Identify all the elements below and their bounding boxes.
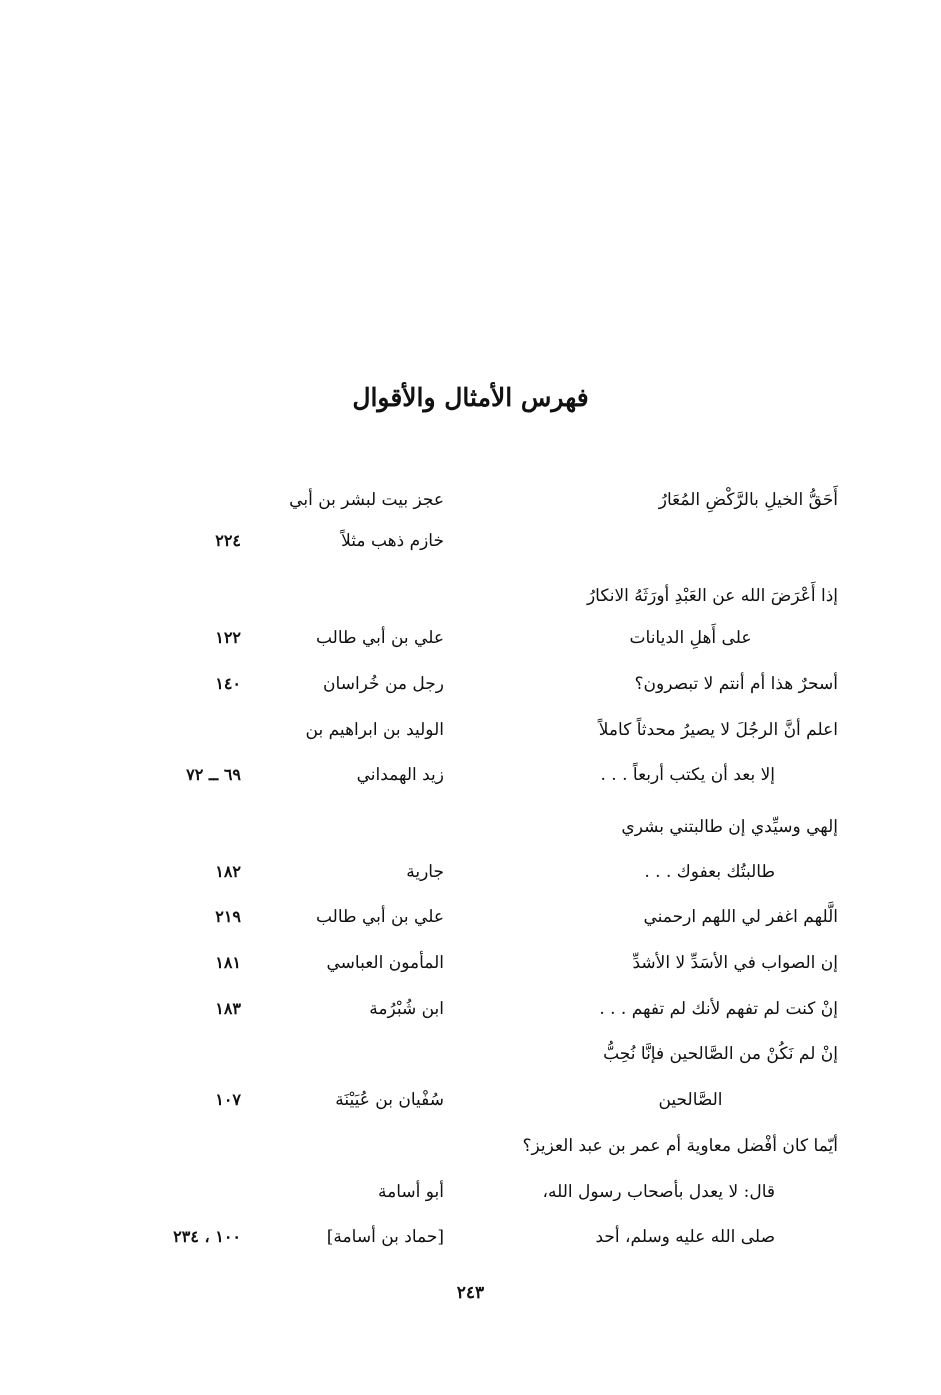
index-line	[0, 1123, 941, 1169]
index-line	[0, 1169, 941, 1215]
source-text: أبو أسامة	[377, 1182, 444, 1202]
page-reference: ١٢٢	[215, 628, 241, 647]
index-line	[0, 752, 941, 798]
proverb-text: أيّما كان أفْضل معاوية أم عمر بن عبد العزيز؟	[522, 1136, 838, 1156]
index-line	[0, 615, 941, 661]
source-text: المأمون العباسي	[326, 953, 444, 973]
page-reference: ٦٩ ــ ٧٢	[186, 765, 241, 784]
proverb-text: أَحَقُّ الخيلِ بالرَّكْضِ المُعَارُ	[658, 490, 838, 510]
proverb-text: إنْ لم نَكُنْ من الصَّالحين فإنَّا نُحِبُّ	[603, 1044, 838, 1064]
page-reference: ١٤٠	[215, 674, 241, 693]
index-line	[0, 940, 941, 986]
index-line	[0, 804, 941, 850]
proverb-text: صلى الله عليه وسلم، أحد	[595, 1227, 775, 1247]
index-line	[0, 1077, 941, 1123]
proverb-text: أسحرٌ هذا أم أنتم لا تبصرون؟	[634, 674, 838, 694]
index-line	[0, 1031, 941, 1077]
index-line	[0, 477, 941, 523]
index-line	[0, 518, 941, 564]
proverb-text: اعلم أنَّ الرجُلَ لا يصيرُ محدثاً كاملاً	[598, 720, 838, 740]
page-reference: ١٨٣	[215, 999, 241, 1018]
proverb-text: الصَّالحين	[658, 1090, 723, 1110]
page-reference: ١٠٠ ، ٢٣٤	[173, 1227, 241, 1246]
proverb-text: طالبتُك بعفوك . . .	[644, 862, 775, 882]
source-text: جارية	[406, 862, 444, 882]
proverb-text: على أَهلِ الديانات	[629, 628, 752, 648]
source-text: سُفْيان بن عُيَيْنَة	[335, 1090, 444, 1110]
page-reference: ١٠٧	[215, 1090, 241, 1109]
index-line	[0, 707, 941, 753]
index-line	[0, 849, 941, 895]
index-line	[0, 986, 941, 1032]
source-text: رجل من خُراسان	[323, 674, 444, 694]
index-line	[0, 1214, 941, 1260]
source-text: زيد الهمداني	[356, 765, 444, 785]
source-text: ابن شُبْرُمة	[369, 999, 444, 1019]
page-reference: ٢١٩	[215, 907, 241, 926]
source-text: علي بن أبي طالب	[315, 628, 444, 648]
page-reference: ١٨١	[215, 953, 241, 972]
index-line	[0, 573, 941, 619]
proverb-text: إن الصواب في الأسَدِّ لا الأشدِّ	[632, 953, 838, 973]
index-line	[0, 661, 941, 707]
page-reference: ١٨٢	[215, 862, 241, 881]
proverb-text: الَّلهم اغفر لي اللهم ارحمني	[643, 907, 838, 927]
proverb-text: إنْ كنت لم تفهم لأنك لم تفهم . . .	[599, 999, 838, 1019]
source-text: [حماد بن أسامة]	[326, 1227, 444, 1247]
source-text: علي بن أبي طالب	[315, 907, 444, 927]
page-number: ٢٤٣	[456, 1283, 485, 1303]
proverb-text: إذا أَعْرَضَ الله عن العَبْدِ أورَثَهُ الانكارُ	[586, 586, 838, 606]
source-text: الوليد بن ابراهيم بن	[305, 720, 444, 740]
source-text: خازم ذهب مثلاً	[341, 531, 444, 551]
index-line	[0, 894, 941, 940]
proverb-text: إلهي وسيِّدي إن طالبتني بشري	[621, 817, 838, 837]
proverb-text: قال: لا يعدل بأصحاب رسول الله،	[542, 1182, 775, 1202]
page-title: فهرس الأمثال والأقوال	[352, 383, 589, 412]
page-reference: ٢٢٤	[215, 531, 241, 550]
proverb-text: إلا بعد أن يكتب أربعاً . . .	[600, 765, 775, 785]
source-text: عجز بيت لبشر بن أبي	[289, 490, 444, 510]
